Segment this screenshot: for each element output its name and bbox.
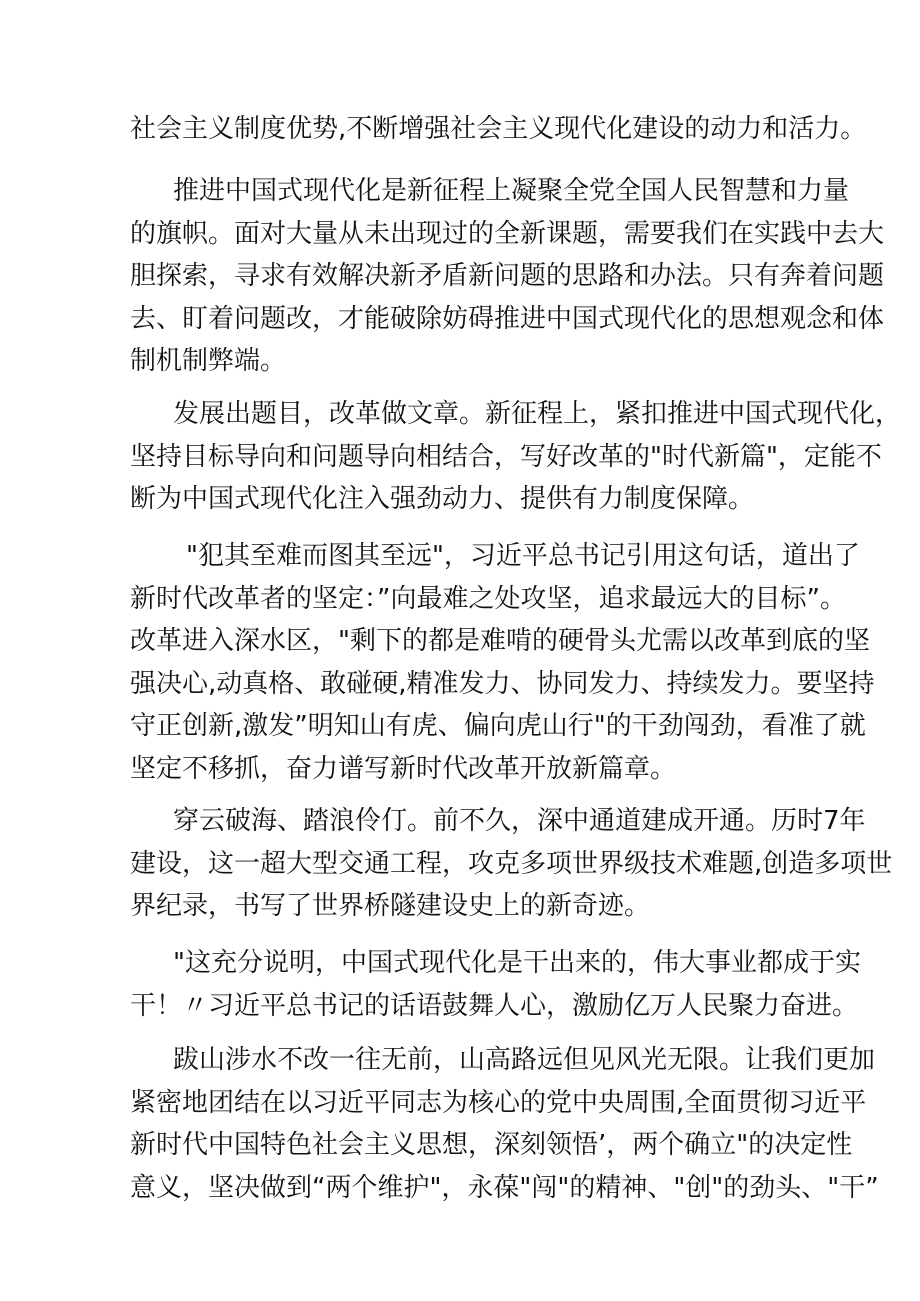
- text-line: 界纪录，书写了世界桥隧建设史上的新奇迹。: [130, 891, 651, 921]
- text-line: 坚持目标导向和问题导向相结合，写好改革的"时代新篇"，定能不: [130, 441, 882, 472]
- text-line: 建设，这一超大型交通工程，攻克多项世界级技术难题,创造多项世: [130, 848, 893, 879]
- text-line: 守正创新,激发”明知山有虎、偏向虎山行"的干劲闯劲，看准了就: [130, 711, 866, 741]
- paragraph-reform-determination: [130, 535, 875, 790]
- text-line: "犯其至难而图其至远"，习近平总书记引用这句话，道出了: [186, 541, 860, 571]
- text-line: "这充分说明，中国式现代化是干出来的，伟大事业都成于实: [173, 948, 861, 978]
- text-line: 去、盯着问题改，才能破除妨碍推进中国式现代化的思想观念和体: [130, 303, 885, 334]
- text-line: 改革进入深水区，"剩下的都是难啃的硬骨头尤需以改革到底的坚: [130, 626, 870, 656]
- text-line: 发展出题目，改革做文章。新征程上，紧扣推进中国式现代化，: [173, 399, 902, 429]
- text-line: 制机制弊端。: [130, 346, 287, 376]
- text-line: 断为中国式现代化注入强劲动力、提供有力制度保障。: [130, 484, 755, 514]
- text-line: 社会主义制度优势,不断增强社会主义现代化建设的动力和活力。: [130, 114, 867, 144]
- text-line: 跋山涉水不改一往无前，山高路远但见风光无限。让我们更加: [173, 1045, 876, 1075]
- text-line: 意义，坚决做到“两个维护"，永葆"闯"的精神、"创"的劲头、"干”: [130, 1172, 879, 1203]
- text-line: 强决心,动真格、敢碰硬,精准发力、协同发力、持续发力。要坚持: [130, 668, 875, 699]
- paragraph-chinese-modernization-banner: [130, 170, 885, 383]
- text-line: 干！〃习近平总书记的话语鼓舞人心，激励亿万人民聚力奋进。: [130, 990, 859, 1021]
- text-line: 穿云破海、踏浪伶仃。前不久，深中通道建成开通。历时7年: [173, 806, 866, 836]
- paragraph-shenzhong-link: [130, 800, 893, 928]
- text-line: 的旗帜。面对大量从未出现过的全新课题，需要我们在实践中去大: [130, 218, 885, 249]
- paragraph-development-reform: [130, 393, 902, 521]
- text-line: 新时代中国特色社会主义思想，深刻领悟’，两个确立"的决定性: [130, 1130, 853, 1160]
- paragraph-unite-around-core: [130, 1039, 879, 1209]
- text-line: 推进中国式现代化是新征程上凝聚全党全国人民智慧和力量: [173, 176, 850, 206]
- text-line: 新时代改革者的坚定：”向最难之处攻坚，追求最远大的目标”。: [130, 583, 846, 614]
- text-line: 坚定不移抓，奋力谱写新时代改革开放新篇章。: [130, 753, 677, 784]
- paragraph-institutional-advantage: [130, 108, 867, 151]
- text-line: 紧密地团结在以习近平同志为核心的党中央周围,全面贯彻习近平: [130, 1087, 867, 1118]
- paragraph-hard-work-quote: [130, 942, 861, 1027]
- text-line: 胆探索，寻求有效解决新矛盾新问题的思路和办法。只有奔着问题: [130, 261, 885, 291]
